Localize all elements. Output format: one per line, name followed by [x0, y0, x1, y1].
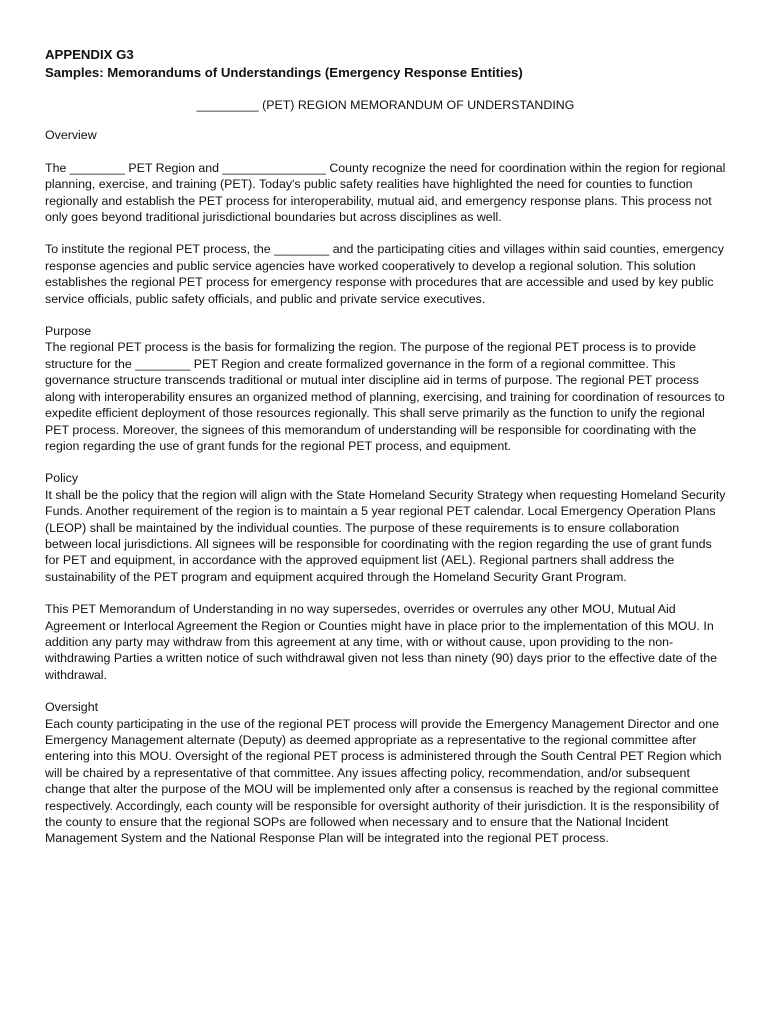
appendix-heading: APPENDIX G3: [45, 47, 134, 62]
purpose-paragraph: The regional PET process is the basis for formalizing the region. The purpose of the regional PET process is to provide structure for the ________ PET Region and create formalized governance in the form of a regional committee. This governance structure transcends traditional or mutual inter discipline aid in terms of purpose. The regional PET process along with interoperability ensures an organized method of planning, exercising, and training for coordination of resources to expedite efficient deployment of those resources regionally. This shall serve primarily as the function to unify the regional PET process. Moreover, the signees of this memorandum of understanding will be responsible for coordinating with the region regarding the use of grant funds for the regional PET process, and equipment.: [45, 340, 725, 453]
oversight-heading: Oversight: [45, 700, 99, 715]
overview-heading: Overview: [45, 128, 97, 143]
document-title: _________ (PET) REGION MEMORANDUM OF UNDERSTANDING: [196, 98, 575, 112]
policy-heading: Policy: [45, 471, 79, 486]
policy-paragraph-1: It shall be the policy that the region will align with the State Homeland Security Strategy when requesting Homeland Security Funds. Another requirement of the region is to maintain a 5 year regional PET calendar. Local Emergency Operation Plans (LEOP) shall be maintained by the individual counties. The purpose of these requirements is to ensure collaboration between local jurisdictions. All signees will be responsible for coordinating with the region regarding the use of grant funds for PET and equipment, in accordance with the approved equipment list (AEL). Regional partners shall address the sustainability of the PET program and equipment acquired through the Homeland Security Grant Program.: [45, 487, 726, 584]
appendix-subtitle: Samples: Memorandums of Understandings (Emergency Response Entities): [45, 65, 523, 80]
purpose-heading: Purpose: [45, 324, 92, 339]
overview-paragraph-1: The ________ PET Region and _______________ County recognize the need for coordination within the region for regional planning, exercise, and training (PET). Today's public safety realities have highlighted the need for counties to function regionally and establish the PET process for interoperability, mutual aid, and emergency response plans. This process not only goes beyond traditional jurisdictional boundaries but across disciplines as well.: [45, 160, 726, 225]
oversight-paragraph: Each county participating in the use of the regional PET process will provide the Emergency Management Director and one Emergency Management alternate (Deputy) as deemed appropriate as a representative to the regional committee after entering into this MOU. Oversight of the regional PET process is administered through the South Central PET Region which will be chaired by a representative of that committee. Any issues affecting policy, recommendation, and/or subsequent change that alter the purpose of the MOU will be implemented only after a consensus is reached by the regional committee respectively. Accordingly, each county will be responsible for oversight authority of their jurisdiction. It is the responsibility of the county to ensure that the regional SOPs are followed when necessary and to ensure that the National Incident Management System and the National Response Plan will be integrated into the regional PET process.: [45, 716, 722, 846]
policy-paragraph-2: This PET Memorandum of Understanding in no way supersedes, overrides or overrules any other MOU, Mutual Aid Agreement or Interlocal Agreement the Region or Counties might have in place prior to the implementation of this MOU. In addition any party may withdraw from this agreement at any time, with or without cause, upon providing to the non-withdrawing Parties a written notice of such withdrawal given not less than ninety (90) days prior to the effective date of the withdrawal.: [45, 602, 717, 682]
overview-paragraph-2: To institute the regional PET process, the ________ and the participating cities and villages within said counties, emergency response agencies and public service agencies have worked cooperatively to develop a regional solution. This solution establishes the regional PET process for emergency response with procedures that are accessible and used by key public service officials, public safety officials, and public and private service executives.: [45, 242, 724, 306]
